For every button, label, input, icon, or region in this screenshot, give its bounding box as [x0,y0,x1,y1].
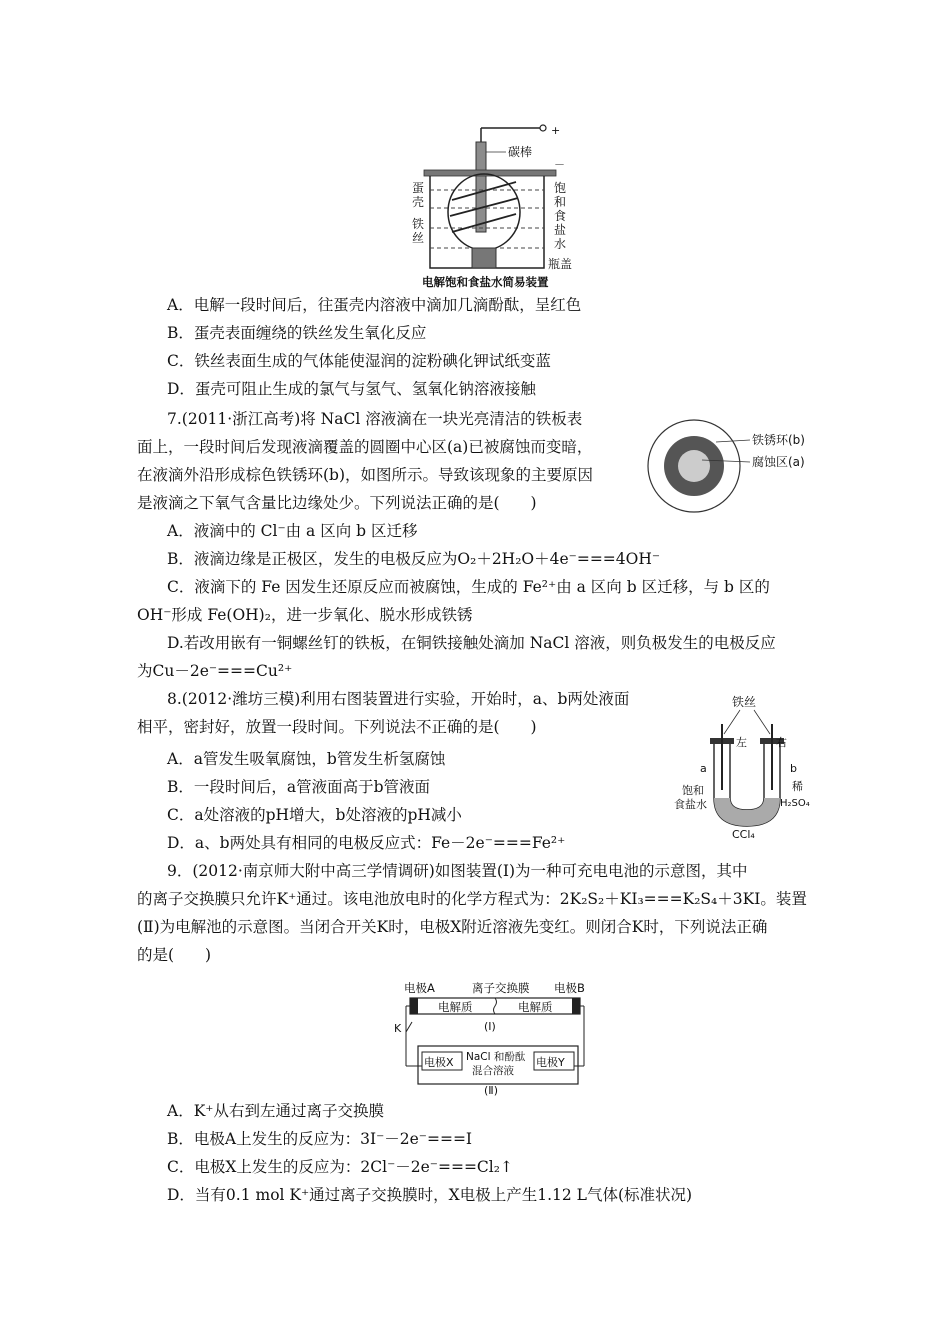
electrode-x-label: 电极X [424,1056,454,1069]
svg-text:食: 食 [554,209,567,223]
label-1: (Ⅰ) [484,1020,496,1033]
label-2: (Ⅱ) [484,1084,498,1096]
q7-option-c-cont: OH⁻形成 Fe(OH)₂，进一步氧化、脱水形成铁锈 [137,606,473,624]
ring-label: 铁锈环(b) [752,433,805,447]
q7-stem-3: 在液滴外沿形成棕色铁锈环(b)，如图所示。导致该现象的主要原因 [137,466,594,484]
electrolyte-left-label: 电解质 [438,1000,473,1014]
svg-text:饱和: 饱和 [682,784,704,797]
electrode-y-label: 电极Y [536,1056,565,1069]
svg-text:稀: 稀 [792,780,803,793]
q6-option-c: C．铁丝表面生成的气体能使湿润的淀粉碘化钾试纸变蓝 [167,352,551,370]
figure-battery-cell [388,978,608,1096]
q7-option-c: C．液滴下的 Fe 因发生还原反应而被腐蚀，生成的 Fe²⁺由 a 区向 b 区迁移，与 b 区的 [167,578,770,596]
q7-option-a: A．液滴中的 Cl⁻由 a 区向 b 区迁移 [167,522,418,540]
brine-electrolysis-diagram [412,120,602,290]
electrolyte-right-label: 电解质 [518,1000,553,1014]
svg-text:盐: 盐 [554,223,567,237]
cap-label: 瓶盖 [548,257,573,271]
svg-text:和: 和 [554,195,567,209]
wire-label-2: 丝 [412,231,425,245]
q8-option-b: B．一段时间后，a管液面高于b管液面 [167,778,431,796]
solution-label-1: NaCl 和酚酞 [466,1051,526,1063]
a-label: a [700,762,707,775]
q9-stem-4: 的是( ) [137,946,212,964]
q7-stem-1: 7.(2011·浙江高考)将 NaCl 溶液滴在一块光亮清洁的铁板表 [167,410,583,428]
shell-label-2: 壳 [412,195,425,209]
electrode-a-label: 电极A [404,981,435,995]
figure-brine-electrolysis [412,120,602,290]
q7-option-d-cont: 为Cu－2e⁻===Cu²⁺ [137,662,293,680]
q9-stem-2: 的离子交换膜只允许K⁺通过。该电池放电时的化学方程式为：2K₂S₂＋KI₃===K₂S₄＋3KI。装置 [137,890,807,908]
svg-text:H₂SO₄: H₂SO₄ [780,798,810,809]
electrode-b-label: 电极B [554,981,585,995]
solution-label-2: 混合溶液 [472,1065,514,1077]
svg-text:食盐水: 食盐水 [674,798,707,811]
q7-stem-4: 是液滴之下氧气含量比边缘处少。下列说法正确的是( ) [137,494,537,512]
q6-option-a: A．电解一段时间后，往蛋壳内溶液中滴加几滴酚酞，呈红色 [167,296,582,314]
q8-stem-1: 8.(2012·潍坊三模)利用右图装置进行实验，开始时，a、b两处液面 [167,690,630,708]
shell-label-1: 蛋 [412,181,425,195]
figure-rust-ring [646,418,826,514]
wire-label-1: 铁 [412,217,425,231]
plus-label: + [551,124,561,137]
q9-stem-1: 9．(2012·南京师大附中高三学情调研)如图装置(Ⅰ)为一种可充电电池的示意图，其中 [167,862,748,880]
wire-label: 铁丝 [732,695,757,709]
minus-label: － [554,158,565,171]
svg-text:饱: 饱 [554,181,567,195]
q6-option-d: D．蛋壳可阻止生成的氯气与氢气、氢氧化钠溶液接触 [167,380,536,398]
membrane-label: 离子交换膜 [472,981,530,995]
center-label: 腐蚀区(a) [752,455,805,469]
rust-ring-diagram [646,418,826,514]
q9-option-c: C．电极X上发生的反应为：2Cl⁻－2e⁻===Cl₂↑ [167,1158,513,1176]
q7-stem-2: 面上，一段时间后发现液滴覆盖的圆圈中心区(a)已被腐蚀而变暗， [137,438,593,456]
q9-option-d: D．当有0.1 mol K⁺通过离子交换膜时，X电极上产生1.12 L气体(标准状况) [167,1186,693,1204]
figure-u-tube [670,690,830,840]
q7-option-d: D.若改用嵌有一铜螺丝钉的铁板，在铜铁接触处滴加 NaCl 溶液，则负极发生的电极反应 [167,634,776,652]
q8-stem-2: 相平，密封好，放置一段时间。下列说法不正确的是( ) [137,718,537,736]
switch-label: K [394,1022,402,1035]
rod-label: 碳棒 [508,145,533,159]
q9-option-a: A．K⁺从右到左通过离子交换膜 [167,1102,384,1120]
q6-option-b: B．蛋壳表面缠绕的铁丝发生氧化反应 [167,324,427,342]
fig1-caption: 电解饱和食盐水简易装置 [422,275,549,289]
right-label: 右 [776,736,787,749]
u-tube-diagram [670,690,830,840]
svg-text:水: 水 [554,237,567,251]
q8-option-d: D．a、b两处具有相同的电极反应式：Fe－2e⁻===Fe²⁺ [167,834,566,852]
q8-option-a: A．a管发生吸氧腐蚀，b管发生析氢腐蚀 [167,750,446,768]
left-label: 左 [736,736,747,749]
battery-cell-diagram [388,978,608,1096]
q8-option-c: C．a处溶液的pH增大，b处溶液的pH减小 [167,806,462,824]
q9-stem-3: (Ⅱ)为电解池的示意图。当闭合开关K时，电极X附近溶液先变红。则闭合K时，下列说法正确 [137,918,768,936]
b-label: b [790,762,797,775]
q7-option-b: B．液滴边缘是正极区，发生的电极反应为O₂＋2H₂O＋4e⁻===4OH⁻ [167,550,661,568]
ccl4-label: CCl₄ [732,828,755,840]
q9-option-b: B．电极A上发生的反应为：3I⁻－2e⁻===I [167,1130,473,1148]
